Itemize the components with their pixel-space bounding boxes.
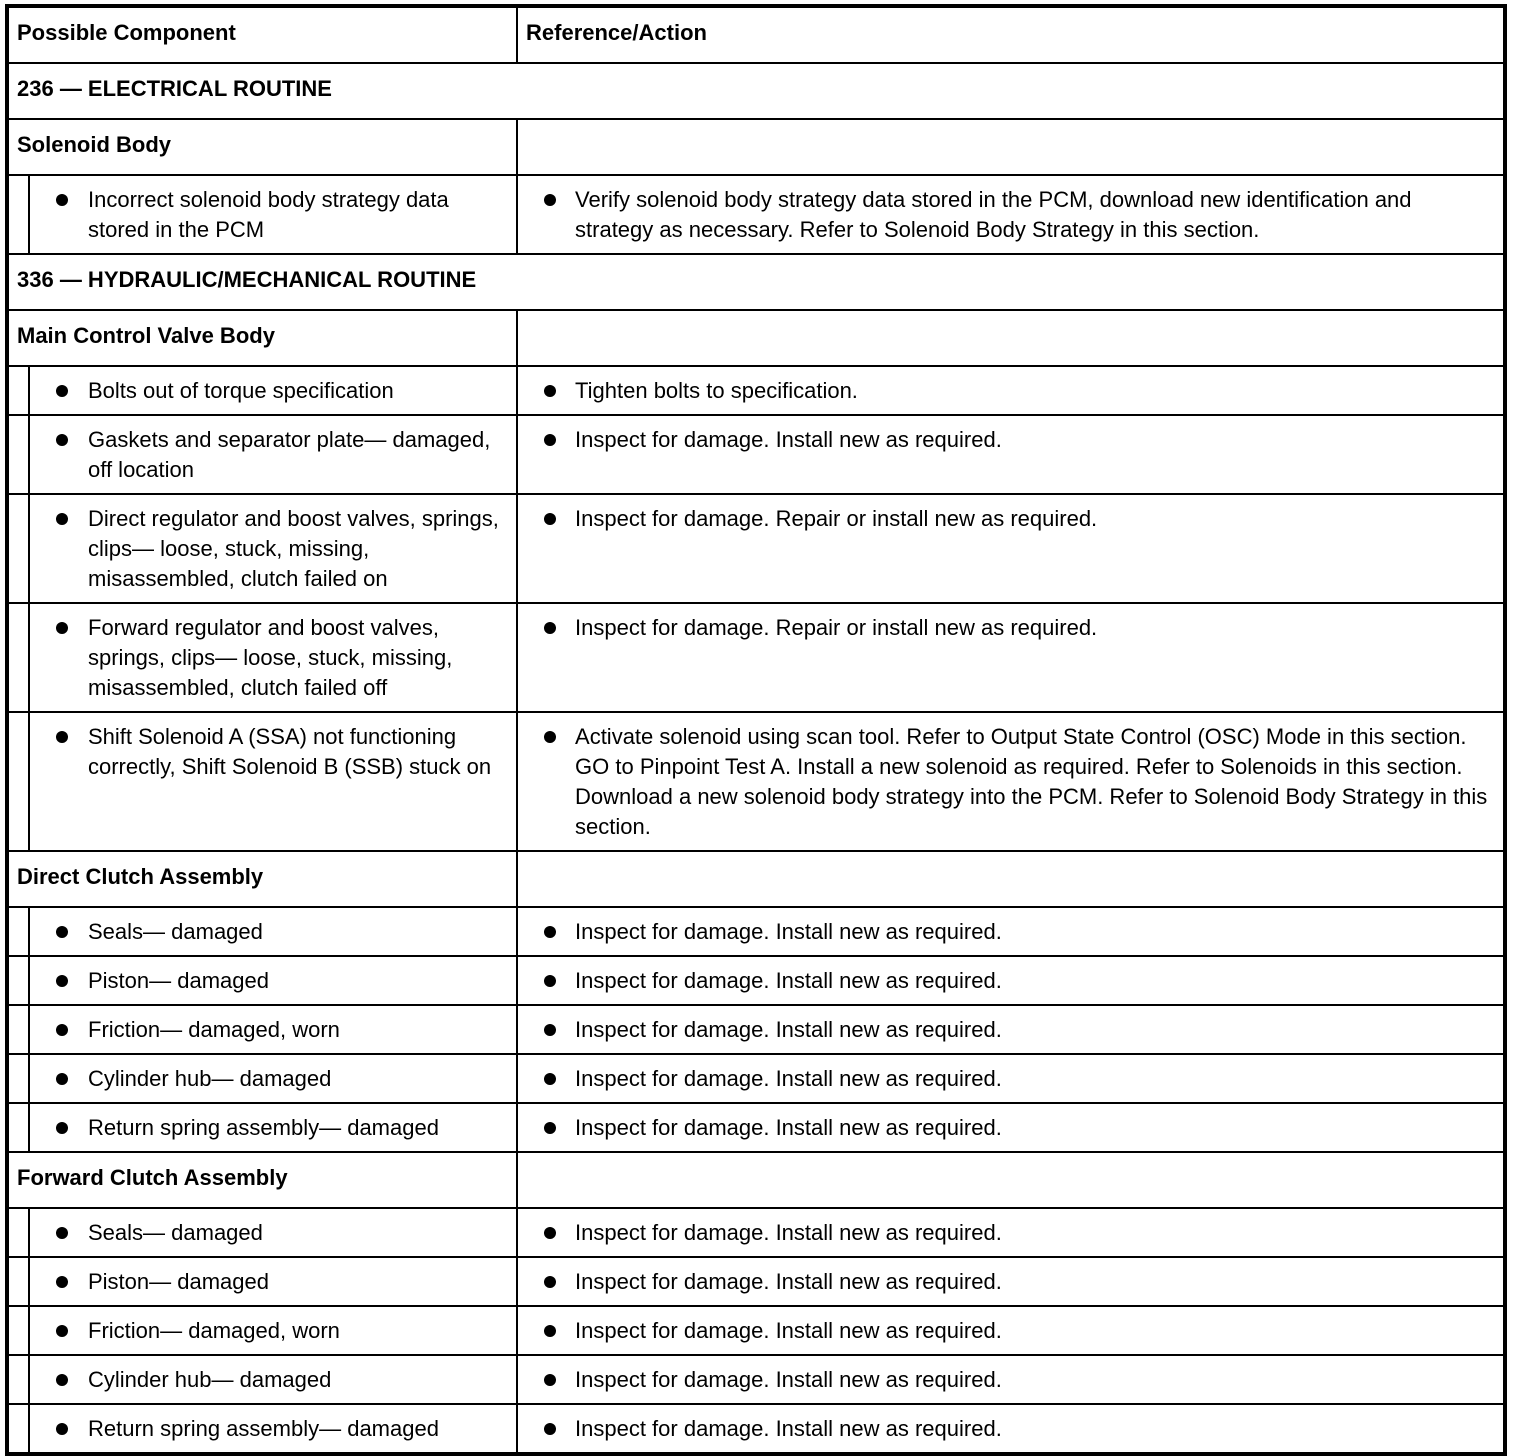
table-row <box>7 1005 1505 1054</box>
action-cell <box>517 1306 1505 1355</box>
component-cell <box>29 907 517 956</box>
table-row <box>7 1208 1505 1257</box>
indent-cell <box>7 366 29 415</box>
table-row <box>7 603 1505 712</box>
indent-cell <box>7 1306 29 1355</box>
bullet-item <box>518 1316 1495 1346</box>
action-text: Inspect for damage. Install new as required. <box>575 919 1002 944</box>
bullet-icon <box>544 1276 556 1288</box>
bullet-icon <box>56 513 68 525</box>
bullet-item <box>518 1414 1495 1444</box>
bullet-item <box>30 966 508 996</box>
header-reference-action: Reference/Action <box>517 6 1505 63</box>
component-cell <box>29 1208 517 1257</box>
indent-cell <box>7 494 29 603</box>
action-cell <box>517 1103 1505 1152</box>
bullet-item <box>30 185 508 245</box>
component-text: Return spring assembly— damaged <box>88 1115 439 1140</box>
action-cell <box>517 1355 1505 1404</box>
component-text: Direct regulator and boost valves, springs, clips— loose, stuck, missing, misassembled, clutch failed on <box>88 506 499 591</box>
action-text: Inspect for damage. Install new as required. <box>575 1115 1002 1140</box>
bullet-item <box>518 1365 1495 1395</box>
bullet-item <box>518 504 1495 534</box>
bullet-icon <box>56 194 68 206</box>
bullet-icon <box>56 926 68 938</box>
table-row <box>7 494 1505 603</box>
action-cell <box>517 1404 1505 1454</box>
group-row <box>7 1152 1505 1208</box>
table-row <box>7 956 1505 1005</box>
bullet-icon <box>56 1227 68 1239</box>
action-text: Inspect for damage. Repair or install new as required. <box>575 506 1098 531</box>
bullet-item <box>30 425 508 485</box>
bullet-item <box>518 425 1495 455</box>
action-text: Inspect for damage. Install new as required. <box>575 1220 1002 1245</box>
indent-cell <box>7 175 29 254</box>
component-text: Cylinder hub— damaged <box>88 1367 332 1392</box>
bullet-item <box>30 1218 508 1248</box>
bullet-item <box>518 1218 1495 1248</box>
bullet-icon <box>56 1325 68 1337</box>
component-text: Piston— damaged <box>88 1269 269 1294</box>
bullet-item <box>30 613 508 703</box>
table-row <box>7 1404 1505 1454</box>
group-empty-cell <box>517 310 1505 366</box>
bullet-icon <box>56 975 68 987</box>
bullet-item <box>518 1015 1495 1045</box>
table-row <box>7 1306 1505 1355</box>
diagnostic-table <box>5 4 1507 1456</box>
bullet-icon <box>544 194 556 206</box>
section-title: 236 — ELECTRICAL ROUTINE <box>7 63 1505 119</box>
bullet-icon <box>56 731 68 743</box>
bullet-icon <box>56 385 68 397</box>
section-row <box>7 63 1505 119</box>
action-cell <box>517 1257 1505 1306</box>
action-cell <box>517 366 1505 415</box>
action-cell <box>517 712 1505 851</box>
indent-cell <box>7 1355 29 1404</box>
bullet-item <box>30 1316 508 1346</box>
action-cell <box>517 1208 1505 1257</box>
bullet-icon <box>544 1073 556 1085</box>
action-text: Inspect for damage. Install new as required. <box>575 1066 1002 1091</box>
bullet-item <box>518 613 1495 643</box>
indent-cell <box>7 1005 29 1054</box>
indent-cell <box>7 907 29 956</box>
bullet-icon <box>56 622 68 634</box>
bullet-icon <box>544 1423 556 1435</box>
table-row <box>7 907 1505 956</box>
table-row <box>7 1103 1505 1152</box>
component-cell <box>29 494 517 603</box>
bullet-item <box>518 917 1495 947</box>
header-row <box>7 6 1505 63</box>
component-text: Return spring assembly— damaged <box>88 1416 439 1441</box>
component-cell <box>29 415 517 494</box>
group-title: Main Control Valve Body <box>7 310 517 366</box>
bullet-item <box>518 1064 1495 1094</box>
action-cell <box>517 1054 1505 1103</box>
component-text: Cylinder hub— damaged <box>88 1066 332 1091</box>
bullet-item <box>30 1113 508 1143</box>
bullet-item <box>518 376 1495 406</box>
component-cell <box>29 366 517 415</box>
bullet-item <box>518 1113 1495 1143</box>
bullet-item <box>518 1267 1495 1297</box>
component-cell <box>29 1103 517 1152</box>
bullet-icon <box>544 926 556 938</box>
bullet-icon <box>544 385 556 397</box>
action-text: Inspect for damage. Install new as required. <box>575 427 1002 452</box>
table-row <box>7 175 1505 254</box>
bullet-item <box>30 1414 508 1444</box>
component-text: Bolts out of torque specification <box>88 378 394 403</box>
group-empty-cell <box>517 1152 1505 1208</box>
component-text: Incorrect solenoid body strategy data stored in the PCM <box>88 187 449 242</box>
indent-cell <box>7 415 29 494</box>
bullet-icon <box>544 975 556 987</box>
bullet-icon <box>544 1024 556 1036</box>
action-cell <box>517 415 1505 494</box>
header-possible-component: Possible Component <box>7 6 517 63</box>
group-row <box>7 119 1505 175</box>
component-cell <box>29 1404 517 1454</box>
bullet-item <box>518 966 1495 996</box>
component-text: Seals— damaged <box>88 919 263 944</box>
bullet-icon <box>544 513 556 525</box>
component-cell <box>29 603 517 712</box>
component-cell <box>29 1054 517 1103</box>
group-empty-cell <box>517 119 1505 175</box>
action-cell <box>517 603 1505 712</box>
indent-cell <box>7 1404 29 1454</box>
component-text: Friction— damaged, worn <box>88 1318 340 1343</box>
group-empty-cell <box>517 851 1505 907</box>
action-text: Inspect for damage. Install new as required. <box>575 1269 1002 1294</box>
bullet-icon <box>56 1374 68 1386</box>
component-text: Piston— damaged <box>88 968 269 993</box>
component-text: Shift Solenoid A (SSA) not functioning correctly, Shift Solenoid B (SSB) stuck on <box>88 724 492 779</box>
action-text: Verify solenoid body strategy data stored in the PCM, download new identification and strategy as necessary. Refer to Solenoid Body Strategy in this section. <box>575 187 1412 242</box>
table-row <box>7 1355 1505 1404</box>
bullet-item <box>30 1267 508 1297</box>
group-title: Direct Clutch Assembly <box>7 851 517 907</box>
component-cell <box>29 1005 517 1054</box>
bullet-item <box>30 1015 508 1045</box>
component-text: Friction— damaged, worn <box>88 1017 340 1042</box>
bullet-icon <box>544 731 556 743</box>
bullet-item <box>518 722 1495 842</box>
table-row <box>7 366 1505 415</box>
indent-cell <box>7 1054 29 1103</box>
action-cell <box>517 1005 1505 1054</box>
bullet-icon <box>544 1227 556 1239</box>
action-text: Tighten bolts to specification. <box>575 378 858 403</box>
indent-cell <box>7 1103 29 1152</box>
action-text: Activate solenoid using scan tool. Refer to Output State Control (OSC) Mode in this section. GO to Pinpoint Test A. Install a new solenoid as required. Refer to Solenoids in this section. Download a new solenoid body strategy into the PCM. Refer to Solenoid Body Strategy in this section. <box>575 724 1488 839</box>
component-text: Seals— damaged <box>88 1220 263 1245</box>
action-cell <box>517 956 1505 1005</box>
bullet-icon <box>544 1122 556 1134</box>
component-cell <box>29 956 517 1005</box>
group-row <box>7 310 1505 366</box>
action-text: Inspect for damage. Install new as required. <box>575 1367 1002 1392</box>
bullet-icon <box>544 1325 556 1337</box>
action-cell <box>517 494 1505 603</box>
indent-cell <box>7 712 29 851</box>
table-body <box>7 6 1505 1454</box>
indent-cell <box>7 1208 29 1257</box>
bullet-icon <box>56 1276 68 1288</box>
action-text: Inspect for damage. Repair or install new as required. <box>575 615 1098 640</box>
action-text: Inspect for damage. Install new as required. <box>575 1017 1002 1042</box>
action-text: Inspect for damage. Install new as required. <box>575 1416 1002 1441</box>
component-text: Forward regulator and boost valves, springs, clips— loose, stuck, missing, misassembled, clutch failed off <box>88 615 453 700</box>
component-cell <box>29 1306 517 1355</box>
table-row <box>7 712 1505 851</box>
table-row <box>7 1054 1505 1103</box>
group-title: Forward Clutch Assembly <box>7 1152 517 1208</box>
table-row <box>7 1257 1505 1306</box>
group-title: Solenoid Body <box>7 119 517 175</box>
section-row <box>7 254 1505 310</box>
action-text: Inspect for damage. Install new as required. <box>575 968 1002 993</box>
bullet-icon <box>544 434 556 446</box>
component-text: Gaskets and separator plate— damaged, off location <box>88 427 491 482</box>
action-text: Inspect for damage. Install new as required. <box>575 1318 1002 1343</box>
indent-cell <box>7 1257 29 1306</box>
bullet-icon <box>56 434 68 446</box>
component-cell <box>29 1257 517 1306</box>
component-cell <box>29 1355 517 1404</box>
bullet-item <box>518 185 1495 245</box>
bullet-icon <box>56 1122 68 1134</box>
bullet-icon <box>56 1423 68 1435</box>
indent-cell <box>7 603 29 712</box>
bullet-item <box>30 504 508 594</box>
action-cell <box>517 907 1505 956</box>
bullet-item <box>30 376 508 406</box>
action-cell <box>517 175 1505 254</box>
table-row <box>7 415 1505 494</box>
section-title: 336 — HYDRAULIC/MECHANICAL ROUTINE <box>7 254 1505 310</box>
component-cell <box>29 712 517 851</box>
bullet-item <box>30 1365 508 1395</box>
component-cell <box>29 175 517 254</box>
bullet-item <box>30 1064 508 1094</box>
bullet-item <box>30 917 508 947</box>
indent-cell <box>7 956 29 1005</box>
group-row <box>7 851 1505 907</box>
bullet-icon <box>544 1374 556 1386</box>
bullet-icon <box>56 1024 68 1036</box>
bullet-icon <box>544 622 556 634</box>
bullet-icon <box>56 1073 68 1085</box>
bullet-item <box>30 722 508 782</box>
